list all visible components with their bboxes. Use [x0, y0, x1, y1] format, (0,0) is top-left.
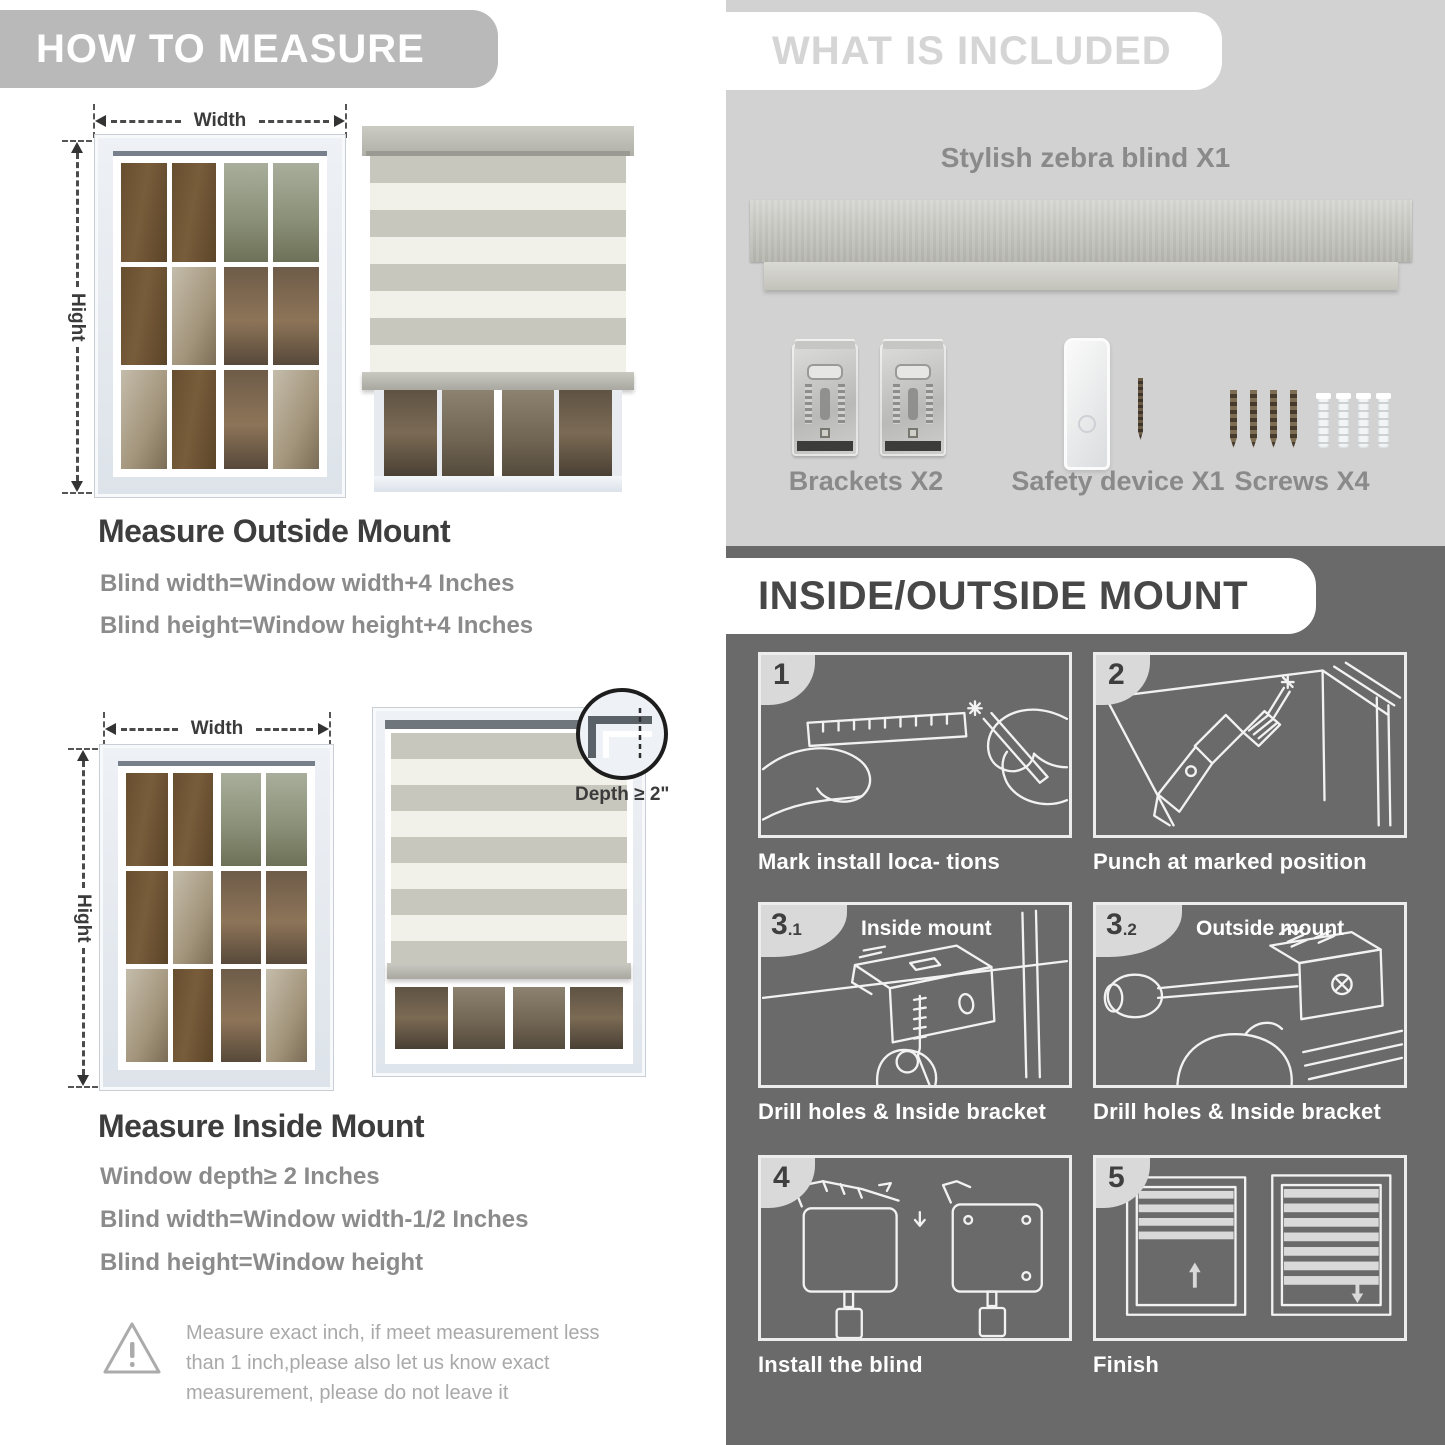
safety-device-icon — [1064, 338, 1110, 470]
window-illustration-outside — [95, 135, 345, 497]
step-1-illustration — [758, 652, 1072, 838]
what-is-included-section — [726, 0, 1445, 546]
arrow-end-bar — [345, 104, 347, 138]
step-1-panel — [758, 652, 1072, 875]
warning-triangle-icon — [100, 1318, 164, 1380]
step-2-badge: 2 — [1096, 655, 1150, 705]
screws-graphic — [1230, 390, 1398, 453]
outside-height-formula: Blind height=Window height+4 Inches — [100, 612, 534, 639]
blind-bottom-rail — [387, 963, 631, 979]
inside-height-arrow — [68, 748, 98, 1088]
window-below-blind — [374, 390, 622, 492]
brackets-label: Brackets X2 — [788, 466, 944, 496]
step-5-badge: 5 — [1096, 1158, 1150, 1208]
inside-height-formula: Blind height=Window height — [100, 1249, 424, 1276]
step-5-caption: Finish — [1093, 1352, 1159, 1377]
outside-height-arrow — [62, 140, 92, 494]
inside-width-arrow — [103, 712, 331, 746]
warning-text: Measure exact inch, if meet measurement less than 1 inch,please also let us know exact measurement, please do not leave it — [186, 1322, 600, 1404]
measure-warning — [100, 1318, 640, 1408]
step-3-1-caption: Drill holes & Inside bracket — [758, 1099, 1047, 1124]
step-3-2-title: Outside mount — [1196, 917, 1345, 940]
depth-magnifier-icon — [576, 688, 668, 780]
outside-width-arrow — [93, 104, 347, 138]
outside-height-label: Hight — [67, 292, 88, 342]
window-sill — [374, 476, 622, 492]
inside-width-formula: Blind width=Window width-1/2 Inches — [100, 1206, 529, 1233]
screw-icon — [1230, 390, 1237, 448]
zebra-blind-illustration-outside — [362, 126, 634, 492]
arrow-left-icon — [105, 723, 116, 735]
step-3-1-badge: 3 .1 — [761, 905, 847, 957]
blind-item-label: Stylish zebra blind X1 — [940, 142, 1231, 173]
inside-depth-formula: Window depth≥ 2 Inches — [100, 1163, 380, 1190]
step-4-illustration — [758, 1155, 1072, 1341]
step-4-badge: 4 — [761, 1158, 815, 1208]
arrow-left-icon — [95, 115, 106, 127]
wall-anchor-icon — [1358, 396, 1369, 448]
arrow-right-icon — [334, 115, 345, 127]
window-panes — [126, 773, 307, 1062]
window-below-blind — [395, 987, 623, 1049]
arrow-up-icon — [71, 142, 83, 153]
arrow-right-icon — [318, 723, 329, 735]
step-4-caption: Install the blind — [758, 1352, 923, 1377]
step-3-2-caption: Drill holes & Inside bracket — [1093, 1099, 1382, 1124]
wall-anchor-icon — [1378, 396, 1389, 448]
what-is-included-header: WHAT IS INCLUDED — [726, 12, 1222, 90]
step-3-1-title: Inside mount — [861, 917, 992, 940]
inside-height-label: Hight — [73, 893, 94, 943]
blind-bottom-rail — [362, 372, 634, 390]
screws-label: Screws X4 — [1234, 466, 1370, 496]
zebra-blind-cassette-bar — [750, 200, 1412, 262]
safety-device-label: Safety device X1 — [1011, 466, 1225, 496]
how-to-measure-title: HOW TO MEASURE — [36, 26, 425, 71]
window-illustration-inside — [100, 745, 333, 1090]
outside-width-label: Width — [193, 110, 247, 131]
step-2-caption: Punch at marked position — [1093, 849, 1367, 874]
step-3-2-badge: 3 .2 — [1096, 905, 1182, 957]
outside-width-formula: Blind width=Window width+4 Inches — [100, 570, 515, 597]
step-1-badge: 1 — [761, 655, 815, 705]
screw-icon — [1250, 390, 1257, 448]
blind-stripes — [370, 156, 626, 372]
screw-icon — [1270, 390, 1277, 448]
brackets-graphic — [792, 344, 964, 461]
outside-mount-heading: Measure Outside Mount — [98, 513, 451, 549]
step-5-panel — [1093, 1155, 1407, 1378]
how-to-measure-header — [0, 10, 498, 88]
step-2-panel — [1093, 652, 1407, 875]
bracket-icon — [880, 344, 946, 456]
screw-icon — [1290, 390, 1297, 448]
step-4-panel — [758, 1155, 1072, 1378]
depth-callout-label: Depth ≥ 2" — [575, 784, 670, 805]
window-panes — [121, 163, 319, 469]
wall-anchor-icon — [1338, 396, 1349, 448]
arrow-up-icon — [77, 750, 89, 761]
mount-section-header: INSIDE/OUTSIDE MOUNT — [726, 558, 1316, 634]
zebra-blind-bottom-bar — [764, 262, 1398, 290]
step-3-2-panel — [1093, 902, 1407, 1125]
step-3-2-illustration — [1093, 902, 1407, 1088]
safety-device-graphic — [1064, 338, 1143, 475]
step-1-caption: Mark install loca- tions — [758, 849, 1000, 874]
step-3-1-illustration — [758, 902, 1072, 1088]
small-screw-icon — [1138, 378, 1143, 440]
step-3-1-panel — [758, 902, 1072, 1125]
blind-cassette — [362, 126, 634, 156]
step-5-illustration — [1093, 1155, 1407, 1341]
bracket-icon — [792, 344, 858, 456]
wall-anchor-icon — [1318, 396, 1329, 448]
inside-mount-heading: Measure Inside Mount — [98, 1108, 425, 1144]
arrow-down-icon — [77, 1075, 89, 1086]
arrow-down-icon — [71, 481, 83, 492]
inside-width-label: Width — [190, 718, 244, 739]
mount-steps-section — [726, 546, 1445, 1445]
step-2-illustration — [1093, 652, 1407, 838]
